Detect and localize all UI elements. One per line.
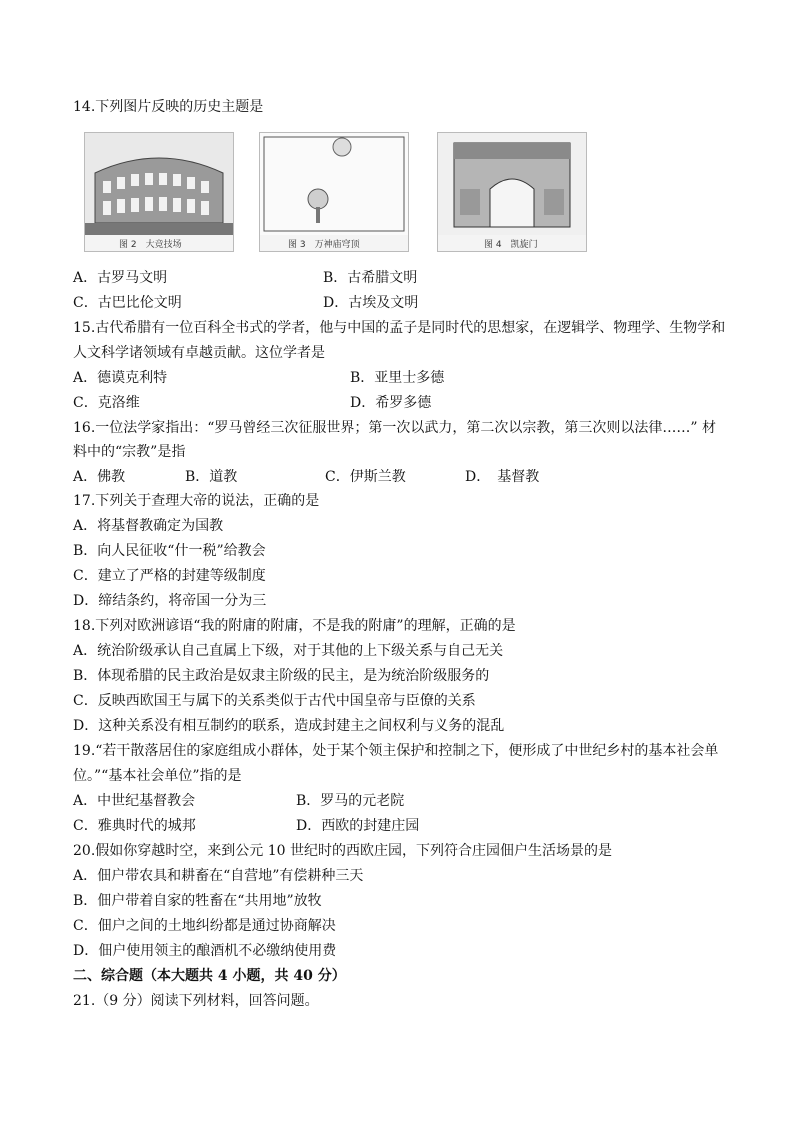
- q20-stem: 20.假如你穿越时空，来到公元 10 世纪时的西欧庄园，下列符合庄园佃户生活场景的是: [73, 843, 612, 859]
- q15-option-b[interactable]: B．亚里士多德: [350, 370, 445, 386]
- q19-option-d[interactable]: D．西欧的封建庄园: [296, 818, 420, 834]
- q19-option-c[interactable]: C．雅典时代的城邦: [73, 818, 196, 834]
- q16-option-b[interactable]: B．道教: [185, 469, 238, 485]
- q14-option-b[interactable]: B．古希腊文明: [323, 270, 418, 286]
- q15-stem-line2: 人文科学诸领域有卓越贡献。这位学者是: [73, 345, 325, 361]
- q15-stem-line1: 15.古代希腊有一位百科全书式的学者，他与中国的孟子是同时代的思想家，在逻辑学、物理学、生物学和: [73, 320, 726, 336]
- figure-caption: 图 2 大竞技场: [119, 240, 182, 250]
- q14-figure-arch: [437, 132, 587, 252]
- q16-option-c[interactable]: C．伊斯兰教: [325, 469, 406, 485]
- q16-stem-line2: 料中的“宗教”是指: [73, 444, 186, 460]
- q15-option-a[interactable]: A．德谟克利特: [73, 370, 168, 386]
- q16-option-d[interactable]: D． 基督教: [465, 469, 540, 485]
- section2-heading: 二、综合题（本大题共 4 小题，共 40 分）: [73, 968, 346, 984]
- q18-option-d[interactable]: D．这种关系没有相互制约的联系，造成封建主之间权利与义务的混乱: [73, 718, 505, 734]
- figure-caption: 图 3 万神庙穹顶: [288, 240, 360, 250]
- q20-option-c[interactable]: C．佃户之间的土地纠纷都是通过协商解决: [73, 918, 336, 934]
- colosseum-image: [85, 133, 233, 235]
- q17-option-a[interactable]: A．将基督教确定为国教: [73, 518, 224, 534]
- q14-figure-pantheon: [259, 132, 409, 252]
- q20-option-a[interactable]: A．佃户带农具和耕畜在“自营地”有偿耕种三天: [73, 868, 364, 884]
- triumphal-arch-image: [438, 133, 586, 235]
- q14-option-d[interactable]: D．古埃及文明: [323, 295, 419, 311]
- q17-option-b[interactable]: B．向人民征收“什一税”给教会: [73, 543, 266, 559]
- q15-option-d[interactable]: D．希罗多德: [350, 395, 432, 411]
- q19-option-a[interactable]: A．中世纪基督教会: [73, 793, 196, 809]
- q17-option-c[interactable]: C．建立了严格的封建等级制度: [73, 568, 266, 584]
- q14-option-a[interactable]: A．古罗马文明: [73, 270, 168, 286]
- q20-option-d[interactable]: D．佃户使用领主的酿酒机不必缴纳使用费: [73, 943, 337, 959]
- q18-option-a[interactable]: A．统治阶级承认自己直属上下级，对于其他的上下级关系与自己无关: [73, 643, 504, 659]
- pantheon-dome-image: [260, 133, 408, 235]
- q14-stem: 14.下列图片反映的历史主题是: [73, 99, 264, 115]
- q18-option-c[interactable]: C．反映西欧国王与属下的关系类似于古代中国皇帝与臣僚的关系: [73, 693, 476, 709]
- q17-stem: 17.下列关于查理大帝的说法，正确的是: [73, 493, 320, 509]
- q19-stem-line1: 19.“若干散落居住的家庭组成小群体，处于某个领主保护和控制之下，便形成了中世纪乡村的基本社会单: [73, 743, 719, 759]
- q21-stem: 21.（9 分）阅读下列材料，回答问题。: [73, 993, 319, 1009]
- q20-option-b[interactable]: B．佃户带着自家的牲畜在“共用地”放牧: [73, 893, 322, 909]
- q19-stem-line2: 位。”“基本社会单位”指的是: [73, 768, 242, 784]
- q14-figure-colosseum: [84, 132, 234, 252]
- q14-option-c[interactable]: C．古巴比伦文明: [73, 295, 182, 311]
- q18-option-b[interactable]: B．体现希腊的民主政治是奴隶主阶级的民主，是为统治阶级服务的: [73, 668, 490, 684]
- figure-caption: 图 4 凯旋门: [484, 240, 538, 250]
- q19-option-b[interactable]: B．罗马的元老院: [296, 793, 405, 809]
- q15-option-c[interactable]: C．克洛维: [73, 395, 140, 411]
- q16-stem-line1: 16.一位法学家指出：“罗马曾经三次征服世界；第一次以武力，第二次以宗教，第三次则以法律……” 材: [73, 420, 717, 436]
- q16-option-a[interactable]: A．佛教: [73, 469, 126, 485]
- q17-option-d[interactable]: D．缔结条约，将帝国一分为三: [73, 593, 267, 609]
- q18-stem: 18.下列对欧洲谚语“我的附庸的附庸，不是我的附庸”的理解，正确的是: [73, 618, 516, 634]
